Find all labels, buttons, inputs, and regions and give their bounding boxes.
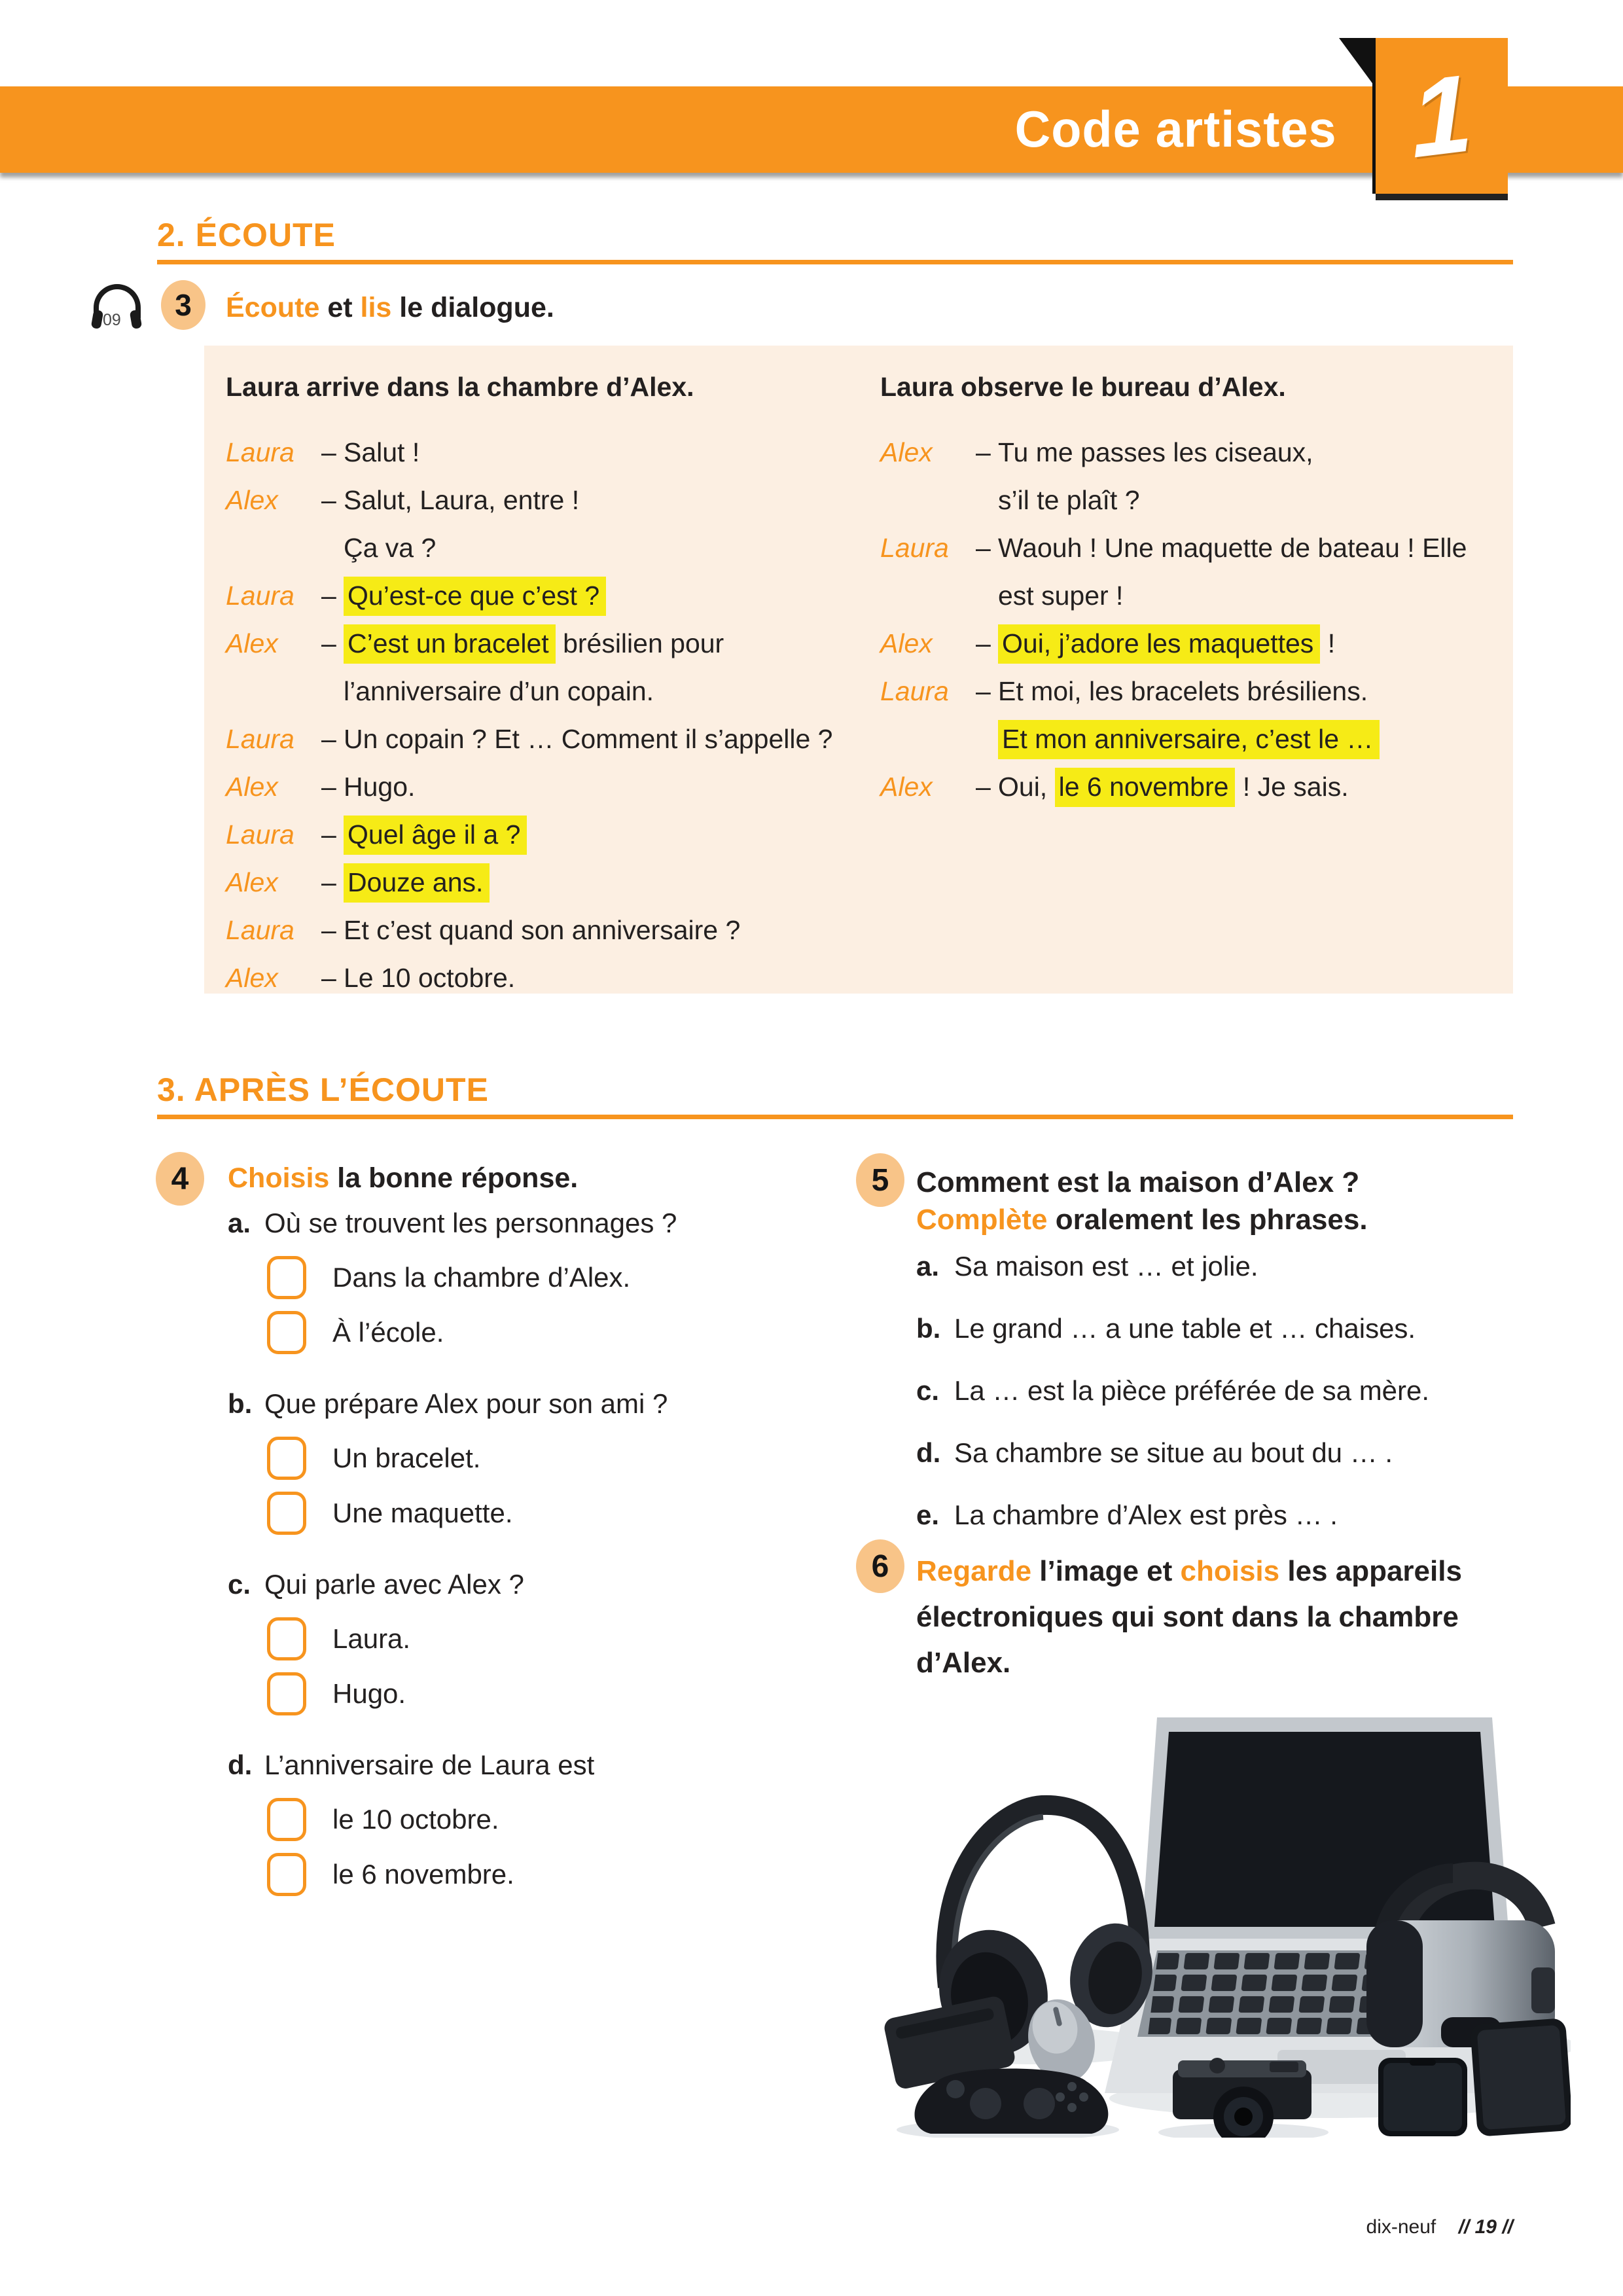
section-rule: [157, 260, 1513, 264]
dialogue-text: [998, 429, 1508, 476]
text-segment: Oui,: [998, 772, 1055, 802]
answer-label: le 6 novembre.: [332, 1859, 514, 1890]
audio-track-number: 09: [103, 311, 121, 329]
dialogue-column-left: [226, 372, 854, 1002]
speaker-name: Laura: [226, 437, 294, 467]
dialogue-dash: –: [321, 819, 336, 850]
highlighted-text: Et mon anniversaire, c’est le …: [998, 720, 1380, 759]
highlighted-text: Qu’est-ce que c’est ?: [344, 577, 606, 616]
speaker-name: Alex: [880, 772, 933, 802]
dialogue-dash: [321, 524, 344, 572]
dialogue-line: [880, 476, 1508, 524]
answer-option: [267, 1256, 791, 1299]
exercise-5-question: Comment est la maison d’Alex ?: [916, 1166, 1360, 1198]
speaker-name: Laura: [880, 676, 949, 706]
item-letter: b.: [228, 1388, 253, 1419]
text-segment: oralement les phrases.: [1047, 1204, 1368, 1236]
text-segment: brésilien pour: [555, 628, 724, 658]
dialogue-dash: [976, 715, 998, 763]
dialogue-line: [880, 429, 1508, 476]
dialogue-dash: –: [321, 628, 336, 658]
exercise-3-badge: 3: [161, 280, 205, 330]
dialogue-text: [344, 859, 854, 906]
speaker-name: [880, 572, 976, 620]
text-segment: Le 10 octobre.: [344, 963, 516, 993]
dialogue-line: [226, 429, 854, 476]
exercise-3-instruction: [226, 292, 554, 324]
text-segment: l’image et: [1031, 1555, 1181, 1587]
exercise-4-item: [228, 1568, 791, 1715]
highlighted-text: C’est un bracelet: [344, 624, 556, 664]
text-segment: Et c’est quand son anniversaire ?: [344, 915, 741, 945]
exercise-4-instruction: [228, 1162, 578, 1194]
dialogue-text: [998, 572, 1508, 620]
speaker-name: Alex: [226, 867, 278, 897]
question-text: Qui parle avec Alex ?: [264, 1569, 524, 1600]
exercise-4-items: [228, 1206, 791, 1929]
text-segment: et: [319, 292, 361, 323]
exercise-5-instruction-line2: [916, 1201, 1368, 1238]
text-segment: le dialogue.: [391, 292, 554, 323]
exercise-4-badge: 4: [156, 1152, 204, 1206]
exercise-5-item: [916, 1374, 1544, 1407]
speaker-name: Alex: [880, 628, 933, 658]
text-segment: ! Je sais.: [1235, 772, 1349, 802]
accent-text: choisis: [1180, 1555, 1280, 1587]
sentence-text: Sa maison est … et jolie.: [954, 1251, 1258, 1282]
dialogue-dash: –: [976, 533, 991, 563]
section-heading-apres: 3. APRÈS L’ÉCOUTE: [157, 1071, 489, 1108]
question-row: [228, 1568, 791, 1602]
exercise-5-badge: 5: [856, 1153, 904, 1207]
accent-text: Complète: [916, 1204, 1048, 1236]
answer-label: À l’école.: [332, 1317, 444, 1348]
exercise-5-instruction: [916, 1164, 1368, 1238]
text-segment: la bonne réponse.: [329, 1162, 579, 1194]
exercise-5-items: [916, 1250, 1544, 1561]
exercise-5-item: [916, 1312, 1544, 1345]
speaker-name: [226, 668, 321, 715]
answer-label: Un bracelet.: [332, 1443, 481, 1473]
dialogue-dash: –: [321, 963, 336, 993]
answer-label: Dans la chambre d’Alex.: [332, 1262, 631, 1293]
exercise-4-item: [228, 1748, 791, 1896]
dialogue-line: [880, 572, 1508, 620]
dialogue-dash: –: [321, 867, 336, 897]
answer-option: [267, 1492, 791, 1535]
speaker-name: Alex: [226, 485, 278, 515]
question-text: Où se trouvent les personnages ?: [264, 1208, 677, 1238]
dialogue-lines: [880, 429, 1508, 811]
exercise-4-item: [228, 1206, 791, 1354]
item-letter: a.: [228, 1208, 251, 1238]
dialogue-dash: –: [976, 628, 991, 658]
answer-checkbox[interactable]: [267, 1437, 306, 1480]
dialogue-line: [880, 620, 1508, 668]
dialogue-dash: –: [321, 724, 336, 754]
unit-badge-notch: [1339, 38, 1376, 88]
speaker-name: Alex: [226, 772, 278, 802]
dialogue-text: [998, 715, 1508, 763]
text-segment: Un copain ? Et … Comment il s’appelle ?: [344, 724, 833, 754]
text-segment: !: [1320, 628, 1336, 658]
text-segment: Ça va ?: [344, 533, 437, 563]
device-game-controller: [915, 2069, 1109, 2134]
exercise-6-instruction: [916, 1549, 1513, 1686]
answer-label: Hugo.: [332, 1678, 406, 1709]
highlighted-text: Oui, j’adore les maquettes: [998, 624, 1320, 664]
speaker-name: [226, 524, 321, 572]
sentence-text: Le grand … a une table et … chaises.: [954, 1313, 1416, 1344]
answer-checkbox[interactable]: [267, 1798, 306, 1841]
unit-number: 1: [1408, 50, 1476, 181]
answer-option: [267, 1437, 791, 1480]
item-letter: e.: [916, 1499, 940, 1530]
dialogue-dash: [321, 668, 344, 715]
exercise-4-item: [228, 1387, 791, 1535]
answer-label: le 10 octobre.: [332, 1804, 499, 1835]
text-segment: les appareils électroniques qui sont dans la chambre d’Alex.: [916, 1555, 1462, 1679]
answer-option: [267, 1617, 791, 1660]
device-smartphone: [1378, 2058, 1467, 2136]
answer-option: [267, 1798, 791, 1841]
speaker-name: Alex: [226, 963, 278, 993]
dialogue-dash: –: [321, 437, 336, 467]
dialogue-text: [344, 906, 854, 954]
question-row: [228, 1387, 791, 1421]
dialogue-line: [880, 668, 1508, 715]
dialogue-line: [226, 668, 854, 715]
dialogue-dash: –: [321, 772, 336, 802]
dialogue-title: Laura arrive dans la chambre d’Alex.: [226, 372, 694, 402]
dialogue-dash: –: [976, 772, 991, 802]
answer-checkbox[interactable]: [267, 1256, 306, 1299]
dialogue-lines: [226, 429, 854, 1002]
unit-badge: [1376, 38, 1508, 194]
question-row: [228, 1748, 791, 1782]
answer-option: [267, 1311, 791, 1354]
exercise-5-item: [916, 1437, 1544, 1469]
item-letter: a.: [916, 1251, 940, 1282]
text-segment: Salut, Laura, entre !: [344, 485, 580, 515]
exercise-5-item: [916, 1250, 1544, 1283]
text-segment: s’il te plaît ?: [998, 485, 1140, 515]
section-heading-ecoute: 2. ÉCOUTE: [157, 217, 336, 253]
dialogue-line: [226, 572, 854, 620]
dialogue-title: Laura observe le bureau d’Alex.: [880, 372, 1286, 402]
speaker-name: Laura: [226, 819, 294, 850]
dialogue-line: [226, 906, 854, 954]
question-row: [228, 1206, 791, 1240]
accent-text: lis: [360, 292, 392, 323]
headphones-earcup-icon: [91, 310, 104, 329]
highlighted-text: Douze ans.: [344, 863, 490, 903]
device-tablet: [1470, 2018, 1571, 2137]
item-letter: d.: [228, 1749, 253, 1780]
speaker-name: Alex: [880, 437, 933, 467]
accent-text: Choisis: [228, 1162, 330, 1194]
text-segment: est super !: [998, 581, 1124, 611]
speaker-name: Alex: [226, 628, 278, 658]
dialogue-dash: [976, 572, 998, 620]
dialogue-column-right: [880, 372, 1508, 811]
page-footer: [1243, 2216, 1513, 2238]
dialogue-line: [226, 811, 854, 859]
dialogue-text: [998, 524, 1508, 572]
text-segment: Waouh ! Une maquette de bateau ! Elle: [998, 533, 1467, 563]
headphones-audio-icon: [92, 281, 141, 334]
footer-page-number: // 19 //: [1458, 2216, 1513, 2238]
dialogue-text: [344, 429, 854, 476]
text-segment: l’anniversaire d’un copain.: [344, 676, 654, 706]
dialogue-text: [998, 620, 1508, 668]
dialogue-dash: –: [321, 581, 336, 611]
answer-checkbox[interactable]: [267, 1853, 306, 1896]
dialogue-text: [344, 763, 854, 811]
text-segment: Et moi, les bracelets brésiliens.: [998, 676, 1368, 706]
answer-label: Laura.: [332, 1623, 411, 1654]
dialogue-text: [344, 620, 854, 668]
highlighted-text: Quel âge il a ?: [344, 816, 527, 855]
answer-option: [267, 1853, 791, 1896]
speaker-name: Laura: [226, 915, 294, 945]
dialogue-dash: [976, 476, 998, 524]
item-letter: d.: [916, 1437, 941, 1468]
dialogue-line: [880, 715, 1508, 763]
dialogue-line: [880, 763, 1508, 811]
dialogue-line: [226, 715, 854, 763]
page-title: Code artistes: [1014, 100, 1337, 158]
dialogue-text: [344, 715, 854, 763]
dialogue-line: [226, 859, 854, 906]
dialogue-box: [204, 346, 1513, 994]
dialogue-line: [880, 524, 1508, 572]
sentence-text: Sa chambre se situe au bout du … .: [954, 1437, 1393, 1468]
electronics-photo: [851, 1679, 1571, 2138]
dialogue-line: [226, 763, 854, 811]
highlighted-text: le 6 novembre: [1055, 768, 1236, 807]
dialogue-text: [344, 476, 854, 524]
text-segment: Tu me passes les ciseaux,: [998, 437, 1313, 467]
answer-checkbox[interactable]: [267, 1311, 306, 1354]
answer-checkbox[interactable]: [267, 1617, 306, 1660]
dialogue-text: [344, 524, 854, 572]
sentence-text: La chambre d’Alex est près … .: [954, 1499, 1338, 1530]
answer-checkbox[interactable]: [267, 1672, 306, 1715]
dialogue-line: [226, 476, 854, 524]
dialogue-line: [226, 524, 854, 572]
dialogue-text: [998, 668, 1508, 715]
accent-text: Regarde: [916, 1555, 1032, 1587]
item-letter: c.: [228, 1569, 251, 1600]
exercise-6-badge: 6: [856, 1539, 904, 1593]
question-text: Que prépare Alex pour son ami ?: [264, 1388, 668, 1419]
sentence-text: La … est la pièce préférée de sa mère.: [954, 1375, 1430, 1406]
dialogue-dash: –: [321, 915, 336, 945]
speaker-name: [880, 476, 976, 524]
dialogue-text: [344, 668, 854, 715]
dialogue-dash: –: [976, 437, 991, 467]
dialogue-text: [344, 572, 854, 620]
dialogue-text: [998, 763, 1508, 811]
question-text: L’anniversaire de Laura est: [264, 1749, 595, 1780]
dialogue-text: [344, 954, 854, 1002]
speaker-name: [880, 715, 976, 763]
answer-checkbox[interactable]: [267, 1492, 306, 1535]
section-rule: [157, 1115, 1513, 1119]
accent-text: Écoute: [226, 292, 320, 323]
speaker-name: Laura: [226, 724, 294, 754]
exercise-5-item: [916, 1499, 1544, 1532]
dialogue-dash: –: [321, 485, 336, 515]
answer-option: [267, 1672, 791, 1715]
footer-page-word: dix-neuf: [1366, 2216, 1436, 2238]
item-letter: c.: [916, 1375, 940, 1406]
answer-label: Une maquette.: [332, 1498, 513, 1528]
speaker-name: Laura: [226, 581, 294, 611]
text-segment: Salut !: [344, 437, 420, 467]
dialogue-text: [344, 811, 854, 859]
text-segment: Hugo.: [344, 772, 416, 802]
dialogue-text: [998, 476, 1508, 524]
item-letter: b.: [916, 1313, 941, 1344]
dialogue-line: [226, 954, 854, 1002]
dialogue-line: [226, 620, 854, 668]
dialogue-dash: –: [976, 676, 991, 706]
speaker-name: Laura: [880, 533, 949, 563]
